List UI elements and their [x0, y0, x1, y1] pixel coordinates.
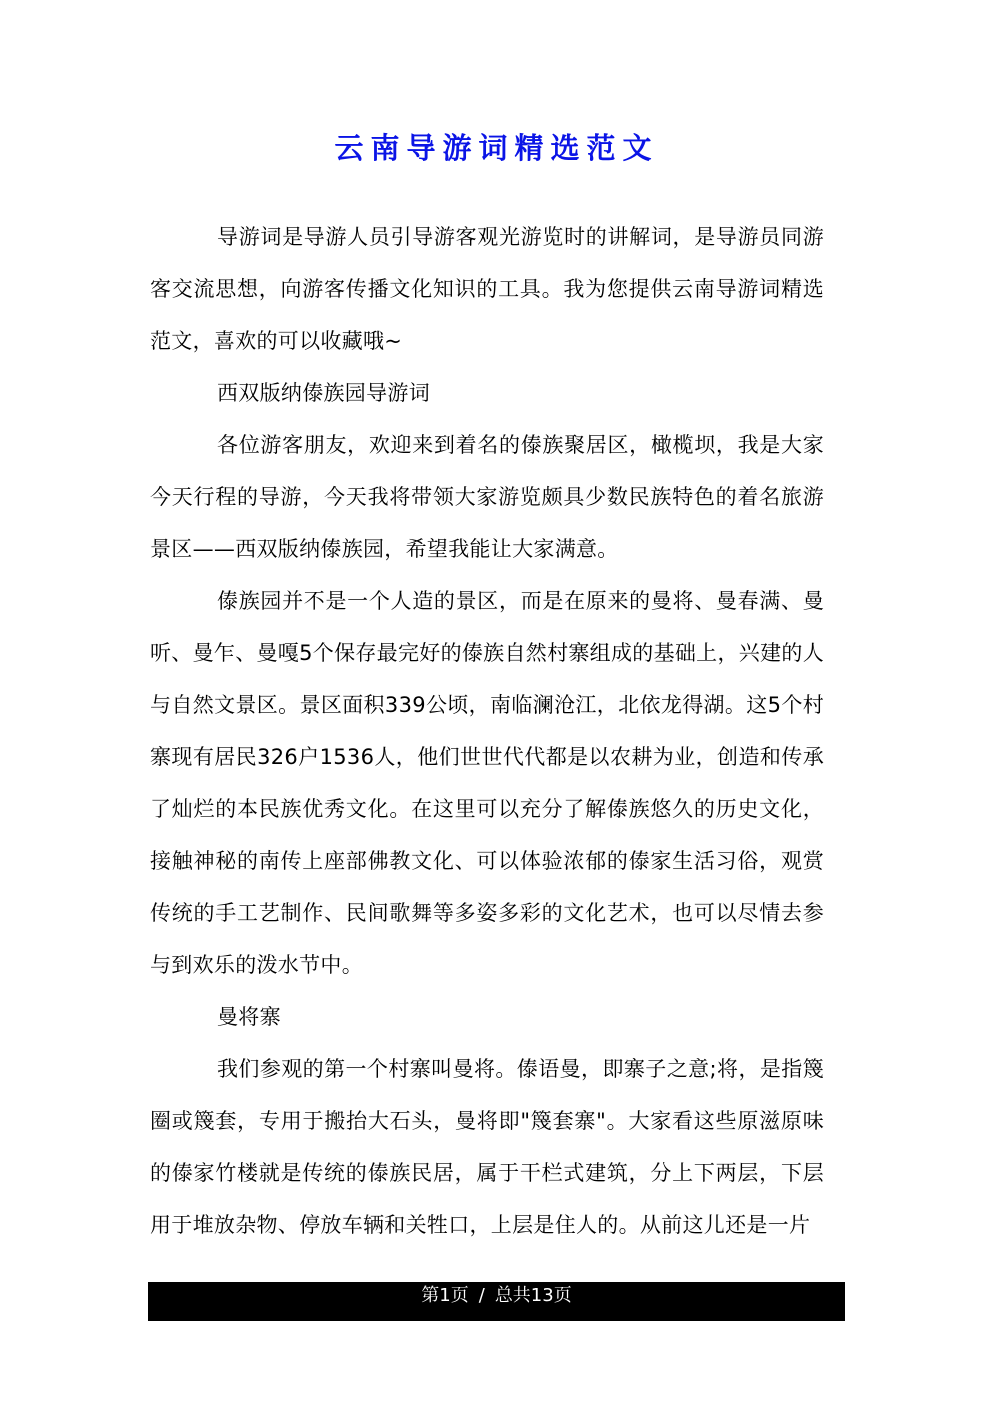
dai-park-description-paragraph: 傣族园并不是一个人造的景区，而是在原来的曼将、曼春满、曼听、曼乍、曼嘎5个保存最完好的傣族自然村寨组成的基础上，兴建的人与自然文景区。景区面积339公顷，南临澜沧江，北依龙得湖。这5个村寨现有居民326户1536人，他们世世代代都是以农耕为业，创造和传承了灿烂的本民族优秀文化。在这里可以充分了解傣族悠久的历史文化，接触神秘的南传上座部佛教文化、可以体验浓郁的傣家生活习俗，观赏传统的手工艺制作、民间歌舞等多姿多彩的文化艺术，也可以尽情去参与到欢乐的泼水节中。: [150, 589, 824, 977]
section-heading-manjiang: 曼将寨: [217, 1005, 281, 1029]
manjiang-paragraph: 我们参观的第一个村寨叫曼将。傣语曼，即寨子之意;将，是指篾圈或篾套，专用于搬抬大石头，曼将即"篾套寨"。大家看这些原滋原味的傣家竹楼就是传统的傣族民居，属于干栏式建筑，分上下两层，下层用于堆放杂物、停放车辆和关牲口，上层是住人的。从前这儿还是一片: [150, 1057, 824, 1237]
intro-paragraph: 导游词是导游人员引导游客观光游览时的讲解词，是导游员同游客交流思想，向游客传播文化知识的工具。我为您提供云南导游词精选范文，喜欢的可以收藏哦~: [150, 225, 824, 353]
document-title: 云南导游词精选范文: [334, 131, 659, 165]
document-body: [150, 211, 824, 1251]
page-separator: /: [478, 1285, 485, 1306]
section-heading-dai-park: 西双版纳傣族园导游词: [217, 381, 430, 405]
page-indicator-bar: [148, 1282, 845, 1321]
page-indicator: [148, 1284, 845, 1308]
total-pages-label: 总共13页: [494, 1285, 572, 1306]
welcome-paragraph: 各位游客朋友，欢迎来到着名的傣族聚居区，橄榄坝，我是大家今天行程的导游，今天我将带领大家游览颇具少数民族特色的着名旅游景区——西双版纳傣族园，希望我能让大家满意。: [150, 433, 824, 561]
current-page-label: 第1页: [421, 1285, 469, 1306]
